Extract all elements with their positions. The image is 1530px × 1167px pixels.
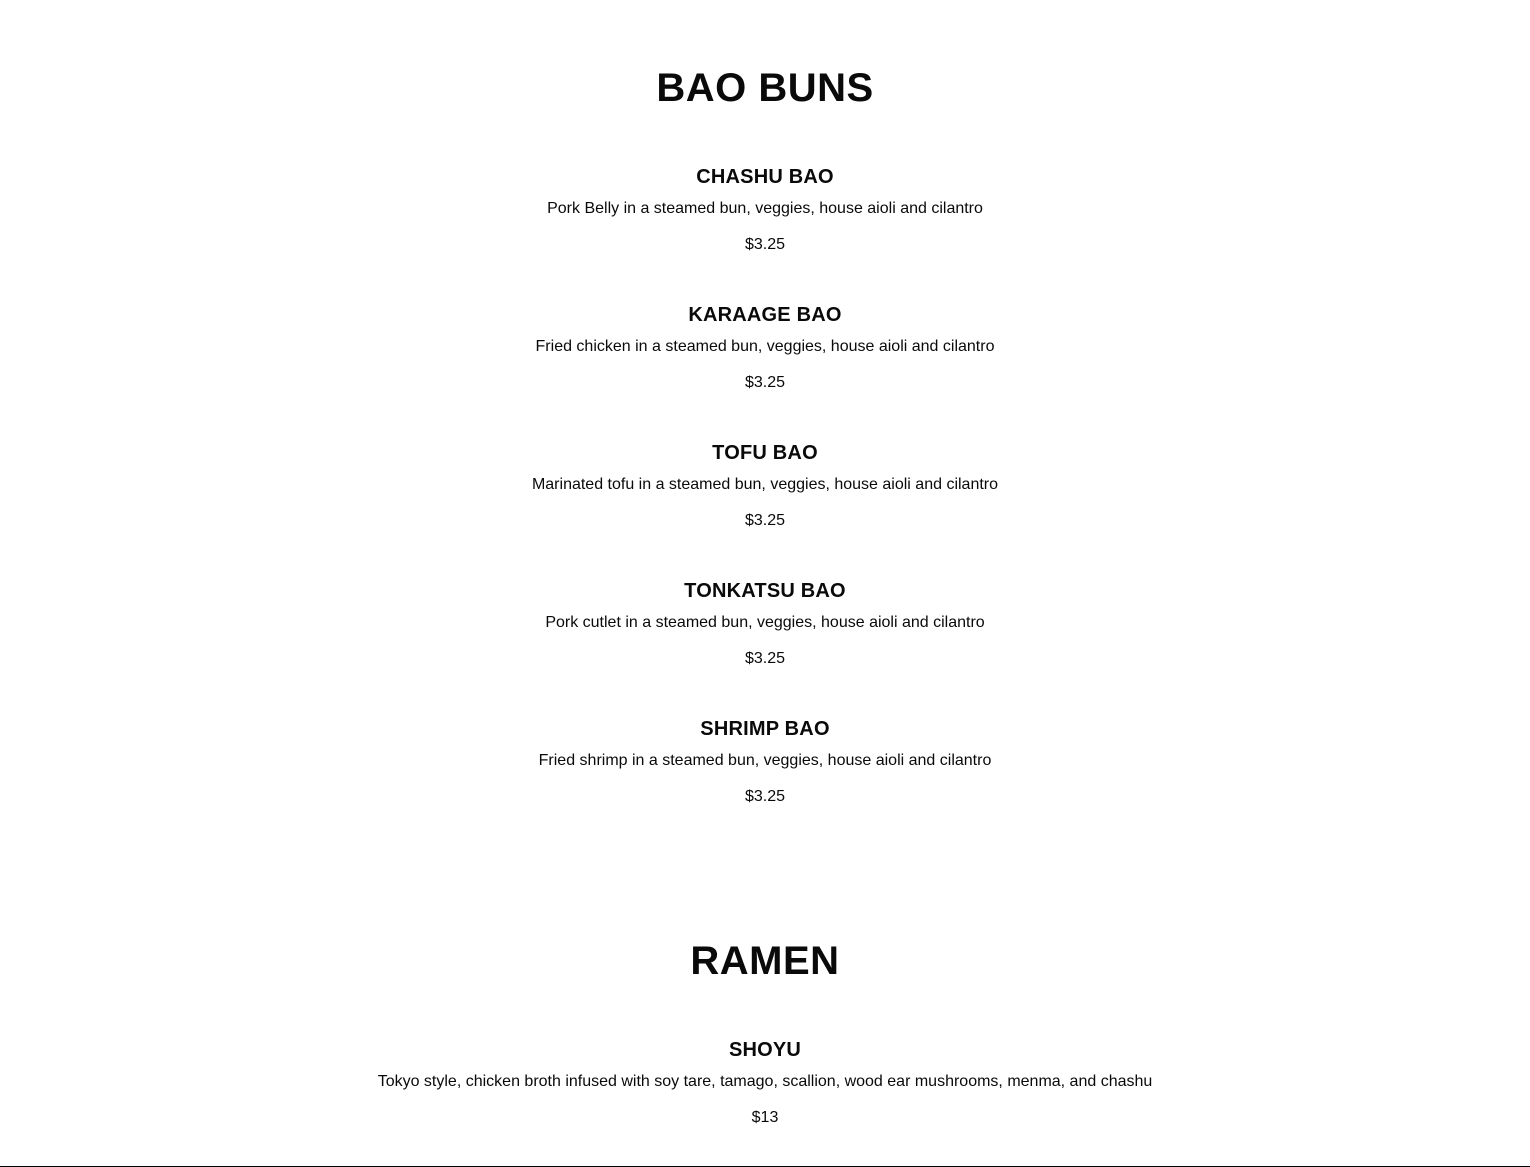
menu-item: [0, 1038, 1530, 1128]
menu-item-name: TOFU BAO: [712, 442, 818, 464]
menu-item-description: Fried shrimp in a steamed bun, veggies, house aioli and cilantro: [538, 752, 992, 769]
menu-item: [0, 303, 1530, 393]
menu-item-price: $3.25: [744, 236, 786, 253]
menu-section-bao-buns: [0, 64, 1530, 805]
menu-item-description: Pork Belly in a steamed bun, veggies, house aioli and cilantro: [547, 200, 983, 217]
menu-item-price: $3.25: [744, 650, 786, 667]
menu-item-price: $3.25: [744, 374, 786, 391]
menu-section-ramen: [0, 937, 1530, 1126]
section-title: RAMEN: [690, 939, 840, 983]
menu-item-name: CHASHU BAO: [696, 166, 834, 188]
menu-item-description: Marinated tofu in a steamed bun, veggies, house aioli and cilantro: [531, 476, 999, 493]
menu-item-description: Tokyo style, chicken broth infused with soy tare, tamago, scallion, wood ear mushrooms, menma, and chashu: [377, 1073, 1153, 1090]
menu-item-price: $3.25: [744, 512, 786, 529]
menu-item-name: SHRIMP BAO: [700, 718, 830, 740]
menu-item-name: KARAAGE BAO: [688, 304, 842, 326]
menu-item: [0, 441, 1530, 531]
menu-item-description: Pork cutlet in a steamed bun, veggies, house aioli and cilantro: [545, 614, 985, 631]
menu-item-name: SHOYU: [728, 1039, 802, 1061]
menu-item-description: Fried chicken in a steamed bun, veggies, house aioli and cilantro: [535, 338, 995, 355]
menu-item: [0, 717, 1530, 807]
menu-item-price: $13: [751, 1109, 779, 1126]
menu-item-name: TONKATSU BAO: [684, 580, 846, 602]
menu-item: [0, 165, 1530, 255]
menu-item-price: $3.25: [744, 788, 786, 805]
section-title: BAO BUNS: [656, 66, 874, 110]
menu-item: [0, 579, 1530, 669]
